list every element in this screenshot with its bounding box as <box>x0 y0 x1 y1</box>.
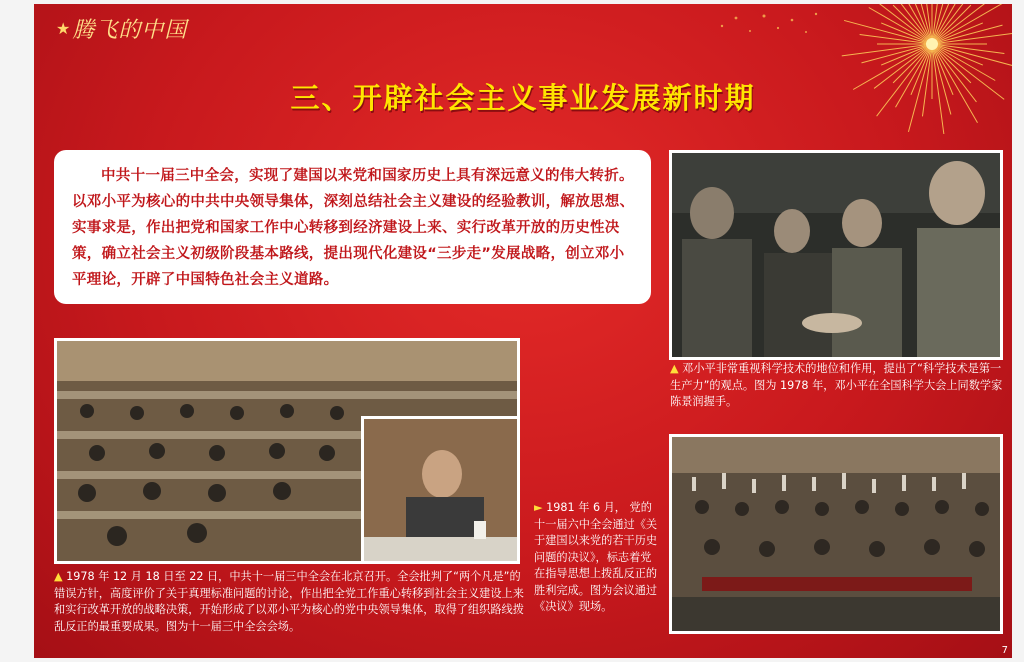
caption-plenum-1978 <box>54 569 524 635</box>
triangle-right-icon: ► <box>534 501 543 514</box>
photo-handshake <box>669 150 1003 360</box>
intro-text: 中共十一届三中全会，实现了建国以来党和国家历史上具有深远意义的伟大转折。以邓小平为核心的中共中央领导集体，深刻总结社会主义建设的经验教训，解放思想、实事求是，作出把党和国家工作中心转移到经济建设上来、实行改革开放的历史性决策，确立社会主义初级阶段基本路线，提出现代化建设“三步走”发展战略，创立邓小平理论，开辟了中国特色社会主义道路。 <box>72 168 635 288</box>
star-icon: ★ <box>56 18 71 38</box>
caption-plenum-1981 <box>534 500 658 616</box>
intro-box <box>54 150 651 304</box>
caption-plenum-1981-text: 1981 年 6 月， 党的十一届六中全会通过《关于建国以来党的若干历史问题的决议》，标志着党在指导思想上拨乱反正的胜利完成。图为会议通过《决议》现场。 <box>534 501 658 613</box>
book-logo <box>56 6 187 50</box>
triangle-up-icon: ▲ <box>670 362 679 375</box>
page-number: 7 <box>1001 645 1008 656</box>
page-title: 三、开辟社会主义事业发展新时期 <box>290 81 756 115</box>
logo-text: 腾飞的中国 <box>72 17 188 43</box>
caption-handshake <box>670 361 1006 411</box>
photo-voting <box>669 434 1003 634</box>
caption-handshake-text: 邓小平非常重视科学技术的地位和作用，提出了“科学技术是第一生产力”的观点。图为 1978 年，邓小平在全国科学大会上同数学家陈景润握手。 <box>670 362 1003 408</box>
photo-inset-speaker <box>361 416 520 564</box>
triangle-up-icon: ▲ <box>54 570 63 583</box>
firework-sparkle-decoration <box>712 6 822 46</box>
book-page <box>34 4 1012 658</box>
caption-plenum-1978-text: 1978 年 12 月 18 日至 22 日，中共十一届三中全会在北京召开。全会批判了“两个凡是”的错误方针，高度评价了关于真理标准问题的讨论，作出把全党工作重心转移到社会主义建设上来和实行改革开放的战略决策，开始形成了以邓小平为核心的党中央领导集体，取得了组织路线拨乱反正的最重要成果。图为十一届三中全会会场。 <box>54 570 524 633</box>
